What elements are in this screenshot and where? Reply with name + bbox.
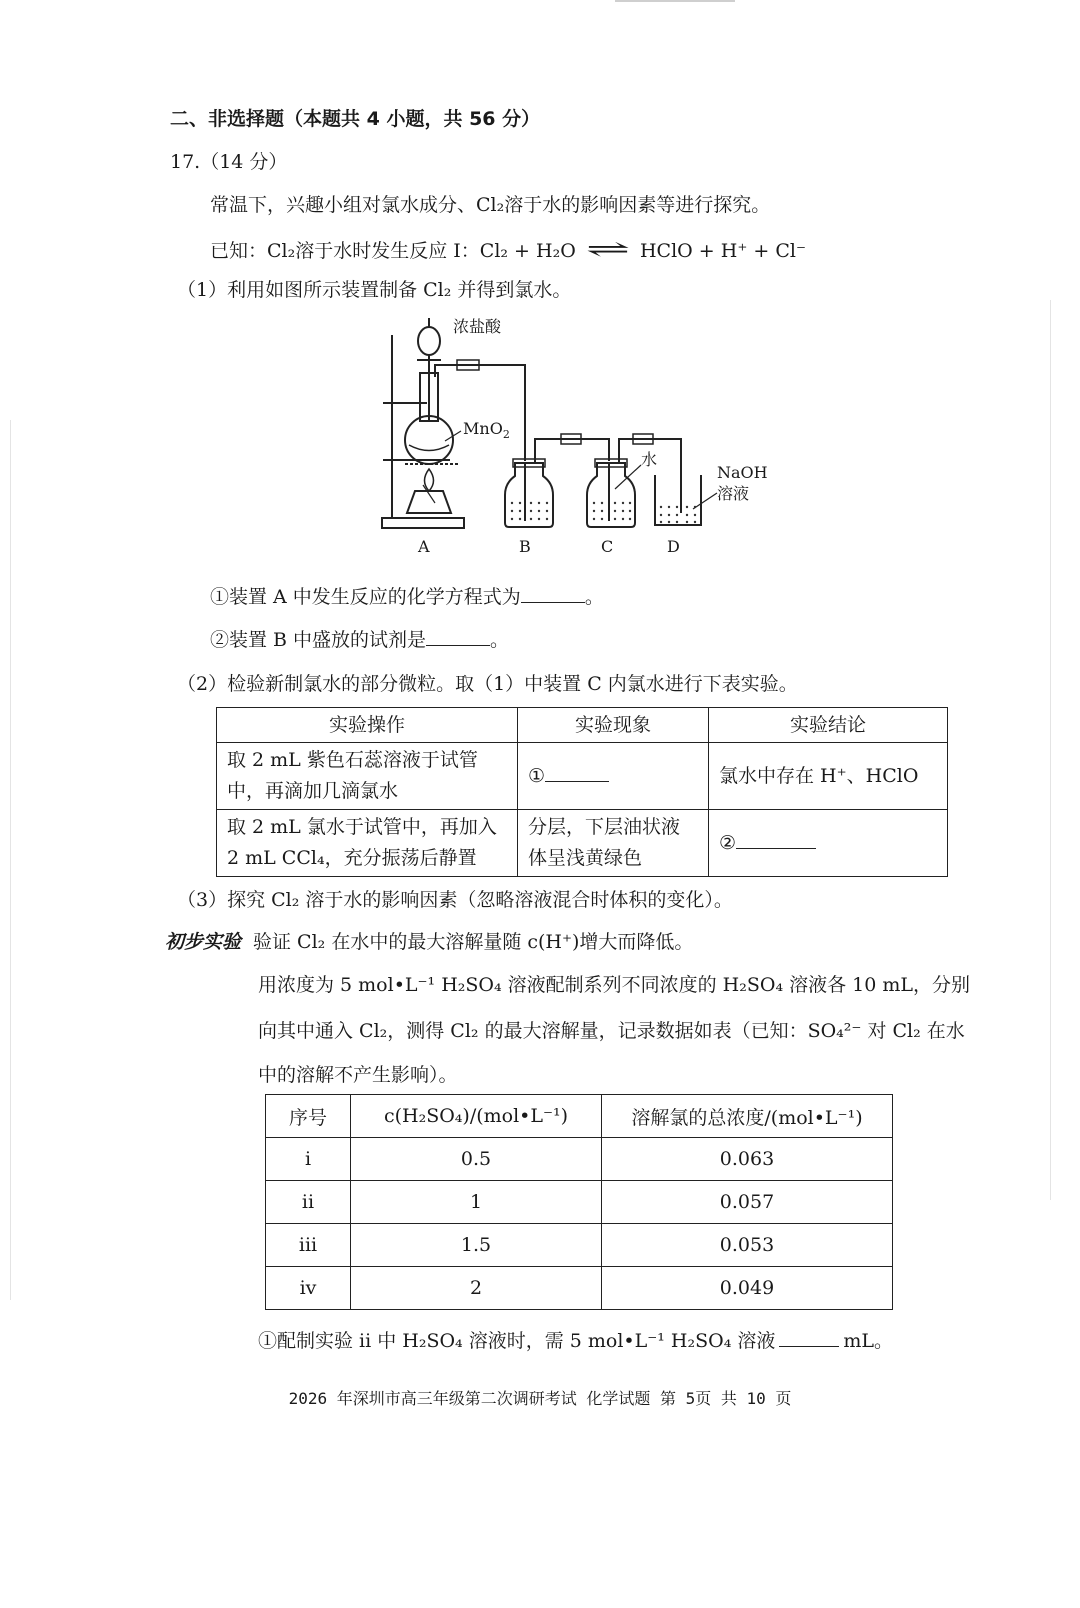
cell-acid-conc: 0.5 [351,1138,602,1181]
row2-op-line2: 2 mL CCl₄，充分振荡后静置 [227,847,477,869]
part1-q1-end: 。 [584,586,604,608]
header-acid-conc: c(H₂SO₄)/(mol•L⁻¹) [351,1095,602,1138]
reaction-left: Cl₂ + H₂O [479,240,576,262]
row2-phen-line2: 体呈浅黄绿色 [528,847,643,869]
table-row [217,810,948,877]
equilibrium-arrow-icon: ⇌ [585,235,631,263]
label-b: B [519,537,531,556]
reaction-right: HClO + H⁺ + Cl⁻ [639,240,806,262]
row2-operation [217,810,518,877]
row1-phenomenon-num: ① [528,764,546,787]
label-solution: 溶液 [717,484,750,503]
page-footer: 2026 年深圳市高三年级第二次调研考试 化学试题 第 5页 共 10 页 [288,1389,792,1408]
label-mno2-sub: 2 [502,428,510,441]
prelim-text: 验证 Cl₂ 在水中的最大溶解量随 c(H⁺)增大而降低。 [253,931,694,953]
part3-q1 [258,1328,893,1354]
table-header-row [217,708,948,743]
part1-q2-end: 。 [490,629,510,651]
section-title: 二、非选择题（本题共 4 小题，共 56 分） [170,108,541,130]
beaker-d [655,475,701,525]
scan-mark-left [10,420,11,1300]
row2-phen-line1: 分层，下层油状液 [528,816,681,838]
row1-operation [217,743,518,810]
header-index: 序号 [266,1095,351,1138]
answer-blank-3[interactable] [545,763,609,782]
row1-phenomenon [518,743,709,810]
beaker-d-liquid [660,506,696,523]
table-row [266,1138,893,1181]
cell-index: i [266,1138,351,1181]
header-operation: 实验操作 [217,708,518,743]
answer-blank-2[interactable] [426,627,490,646]
separatory-funnel [418,327,440,355]
part1-q2 [210,627,509,653]
part1-q1-text: ①装置 A 中发生反应的化学方程式为 [210,586,521,608]
preliminary-experiment [165,929,693,955]
prelim-label: 初步实验 [165,931,242,953]
observation-table [216,707,948,877]
part3-q1-text: ①配制实验 ii 中 H₂SO₄ 溶液时，需 5 mol•L⁻¹ H₂SO₄ 溶液 [258,1330,776,1352]
header-conclusion: 实验结论 [709,708,948,743]
answer-blank-5[interactable] [779,1328,839,1347]
cell-chlorine-conc: 0.063 [602,1138,893,1181]
stand-base [382,518,464,528]
table-row [266,1181,893,1224]
row1-op-line2: 中，再滴加几滴氯水 [227,780,399,802]
bottle-c-liquid [593,502,631,520]
cell-chlorine-conc: 0.057 [602,1181,893,1224]
paragraph-line-1: 用浓度为 5 mol•L⁻¹ H₂SO₄ 溶液配制系列不同浓度的 H₂SO₄ 溶液各 10 mL，分别 [258,974,971,996]
lamp-wick [423,485,435,503]
paragraph-line-3: 中的溶解不产生影响）。 [258,1064,458,1086]
row1-op-line1: 取 2 mL 紫色石蕊溶液于试管 [227,749,478,771]
wash-bottle-c [587,463,635,527]
scan-mark-top [615,0,735,2]
delivery-tube-ab [435,365,525,461]
row2-conclusion-num: ② [719,831,737,854]
table-header-row [266,1095,893,1138]
cell-chlorine-conc: 0.053 [602,1224,893,1267]
row1-conclusion: 氯水中存在 H⁺、HClO [709,743,948,810]
label-naoh: NaOH [717,463,768,482]
lamp-flame [425,469,434,491]
flask-liquid [409,445,449,451]
wash-bottle-b [505,463,553,527]
scan-mark-right [1050,300,1051,1200]
row2-conclusion [709,810,948,877]
paragraph-line-2: 向其中通入 Cl₂，测得 Cl₂ 的最大溶解量，记录数据如表（已知：SO₄²⁻ 对 Cl₂ 在水 [258,1020,965,1042]
apparatus-diagram [365,313,805,573]
bottle-b-liquid [511,502,548,520]
label-mno2 [463,419,510,441]
label-water: 水 [641,450,658,469]
part1-q2-text: ②装置 B 中盛放的试剂是 [210,629,427,651]
cell-acid-conc: 1.5 [351,1224,602,1267]
row2-phenomenon [518,810,709,877]
table-row [217,743,948,810]
label-pointer-naoh [693,493,717,509]
part2-text: （2）检验新制氯水的部分微粒。取（1）中装置 C 内氯水进行下表实验。 [177,673,798,695]
part1-text: （1）利用如图所示装置制备 Cl₂ 并得到氯水。 [177,279,572,301]
label-mno2-main: MnO [463,419,503,438]
known-label: 已知：Cl₂溶于水时发生反应 I： [210,240,480,262]
header-phenomenon: 实验现象 [518,708,709,743]
label-a: A [418,537,430,556]
label-d: D [667,537,680,556]
table-row [266,1267,893,1310]
part1-q1 [210,584,604,610]
part3-text: （3）探究 Cl₂ 溶于水的影响因素（忽略溶液混合时体积的变化）。 [177,889,733,911]
answer-blank-4[interactable] [736,830,816,849]
label-pointer-water [615,465,641,489]
cell-chlorine-conc: 0.049 [602,1267,893,1310]
cell-index: ii [266,1181,351,1224]
cell-acid-conc: 1 [351,1181,602,1224]
row2-op-line1: 取 2 mL 氯水于试管中，再加入 [227,816,497,838]
cell-index: iv [266,1267,351,1310]
question-number: 17.（14 分） [170,151,288,173]
part3-q1-end: mL。 [843,1330,893,1352]
cell-index: iii [266,1224,351,1267]
table-row [266,1224,893,1267]
known-reaction [210,236,806,264]
header-chlorine-conc: 溶解氯的总浓度/(mol•L⁻¹) [602,1095,893,1138]
question-intro: 常温下，兴趣小组对氯水成分、Cl₂溶于水的影响因素等进行探究。 [210,194,771,216]
answer-blank-1[interactable] [521,584,585,603]
cell-acid-conc: 2 [351,1267,602,1310]
label-hcl: 浓盐酸 [453,317,502,336]
solubility-table [265,1094,893,1310]
label-c: C [601,537,614,556]
